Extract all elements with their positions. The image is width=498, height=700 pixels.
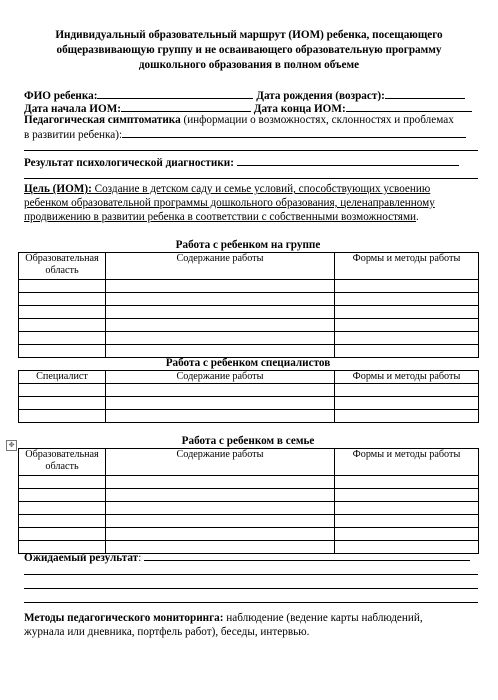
table-cell[interactable] <box>106 489 335 502</box>
table-cell[interactable] <box>106 384 335 397</box>
table-row <box>19 306 479 319</box>
header-cell: Формы и методы работы <box>335 449 479 476</box>
specialists-work-table <box>18 370 479 423</box>
table-cell[interactable] <box>335 306 479 319</box>
table-row <box>19 345 479 358</box>
result-colon: : <box>138 552 142 564</box>
table-cell[interactable] <box>106 332 335 345</box>
psych-blank[interactable] <box>237 155 459 166</box>
family-work-table <box>18 448 479 554</box>
table-row <box>19 332 479 345</box>
fio-label: ФИО ребенка: <box>24 90 98 102</box>
ped-label: Педагогическая симптоматика <box>24 114 181 126</box>
table-row <box>19 397 479 410</box>
table-cell[interactable] <box>335 332 479 345</box>
table-row <box>19 476 479 489</box>
table-cell[interactable] <box>19 332 106 345</box>
psych-label: Результат психологической диагностики: <box>24 157 234 169</box>
table-cell[interactable] <box>335 489 479 502</box>
monitoring-text: журнала или дневника, портфель работ), беседы, интервью. <box>24 626 310 638</box>
section-title-family: Работа с ребенком в семье <box>181 435 315 447</box>
table-cell[interactable] <box>106 280 335 293</box>
table-cell[interactable] <box>106 528 335 541</box>
header-cell: Содержание работы <box>106 253 335 280</box>
section-title-specialists: Работа с ребенком специалистов <box>165 357 331 369</box>
table-cell[interactable] <box>19 476 106 489</box>
title-line: дошкольного образования в полном объеме <box>138 59 360 71</box>
goal-label: Цель (ИОМ): <box>24 183 92 195</box>
header-cell: Формы и методы работы <box>335 253 479 280</box>
result-blank-line[interactable] <box>24 574 478 575</box>
ped-row <box>24 114 478 127</box>
start-label: Дата начала ИОМ: <box>24 103 121 115</box>
monitoring-row-2 <box>24 626 478 639</box>
table-cell[interactable] <box>106 319 335 332</box>
table-cell[interactable] <box>106 306 335 319</box>
table-row <box>19 384 479 397</box>
document-title <box>20 28 478 73</box>
table-cell[interactable] <box>335 515 479 528</box>
table-cell[interactable] <box>335 410 479 423</box>
ped-blank[interactable] <box>122 127 466 138</box>
table-cell[interactable] <box>106 502 335 515</box>
table-cell[interactable] <box>19 397 106 410</box>
table-cell[interactable] <box>335 293 479 306</box>
table-cell[interactable] <box>335 528 479 541</box>
table-cell[interactable] <box>19 528 106 541</box>
ped-hint: (информации о возможностях, склонностях и проблемах <box>180 114 454 126</box>
header-cell: Специалист <box>19 371 106 384</box>
psych-row <box>24 155 478 170</box>
header-cell: Содержание работы <box>106 371 335 384</box>
table-header-row <box>19 253 479 280</box>
goal-text: ребенком образовательной программы дошкольного образования, целенаправленному <box>24 197 435 209</box>
start-blank[interactable] <box>121 101 251 112</box>
header-cell: Формы и методы работы <box>335 371 479 384</box>
ped-hint-2: в развитии ребенка): <box>24 129 123 141</box>
table-header-row <box>19 449 479 476</box>
result-blank-line[interactable] <box>24 588 478 589</box>
group-work-table <box>18 252 479 358</box>
goal-row <box>24 183 478 196</box>
goal-text: Создание в детском саду и семье условий, способствующих усвоению <box>91 183 431 195</box>
table-cell[interactable] <box>19 345 106 358</box>
ped-row-2 <box>24 127 478 142</box>
table-header-row <box>19 371 479 384</box>
end-label: Дата конца ИОМ: <box>253 103 346 115</box>
goal-text: продвижению в развитии ребенка в соответствии с собственными возможностями <box>24 211 417 223</box>
table-row <box>19 293 479 306</box>
goal-row-2 <box>24 197 478 210</box>
table-cell[interactable] <box>106 476 335 489</box>
table-row <box>19 528 479 541</box>
table-cell[interactable] <box>335 345 479 358</box>
table-row <box>19 489 479 502</box>
table-cell[interactable] <box>19 319 106 332</box>
title-line: Индивидуальный образовательный маршрут (ИОМ) ребенка, посещающего <box>55 29 443 41</box>
header-cell: Образовательная область <box>19 449 106 476</box>
table-row <box>19 319 479 332</box>
title-line: общеразвивающую группу и не осваивающего образовательную программу <box>56 44 442 56</box>
table-cell[interactable] <box>106 515 335 528</box>
ped-blank-line[interactable] <box>24 150 478 151</box>
goal-end: . <box>416 211 419 223</box>
monitoring-label: Методы педагогического мониторинга: <box>24 612 224 624</box>
table-row <box>19 515 479 528</box>
table-cell[interactable] <box>19 293 106 306</box>
result-blank-line[interactable] <box>24 602 478 603</box>
result-label: Ожидаемый результат <box>24 552 139 564</box>
table-cell[interactable] <box>106 410 335 423</box>
table-cell[interactable] <box>19 280 106 293</box>
result-row <box>24 550 478 565</box>
move-handle-icon[interactable]: ✥ <box>6 440 17 451</box>
table-cell[interactable] <box>106 397 335 410</box>
table-cell[interactable] <box>106 345 335 358</box>
table-cell[interactable] <box>335 384 479 397</box>
monitoring-text: наблюдение (ведение карты наблюдений, <box>223 612 423 624</box>
birth-label: Дата рождения (возраст): <box>256 90 385 102</box>
table-cell[interactable] <box>19 306 106 319</box>
table-cell[interactable] <box>335 502 479 515</box>
table-cell[interactable] <box>335 397 479 410</box>
header-cell: Содержание работы <box>106 449 335 476</box>
section-title-group: Работа с ребенком на группе <box>175 239 321 251</box>
birth-blank[interactable] <box>385 88 465 99</box>
table-cell[interactable] <box>19 489 106 502</box>
table-cell[interactable] <box>19 502 106 515</box>
monitoring-row <box>24 612 478 625</box>
table-row <box>19 410 479 423</box>
table-row <box>19 502 479 515</box>
table-cell[interactable] <box>106 293 335 306</box>
end-blank[interactable] <box>346 101 472 112</box>
table-cell[interactable] <box>19 515 106 528</box>
fio-blank[interactable] <box>97 88 253 99</box>
table-cell[interactable] <box>335 280 479 293</box>
table-row <box>19 280 479 293</box>
header-cell: Образовательная область <box>19 253 106 280</box>
result-blank[interactable] <box>144 550 470 561</box>
table-cell[interactable] <box>335 319 479 332</box>
table-cell[interactable] <box>19 410 106 423</box>
goal-row-3 <box>24 211 478 224</box>
table-cell[interactable] <box>19 384 106 397</box>
psych-blank-line[interactable] <box>24 178 478 179</box>
table-cell[interactable] <box>335 476 479 489</box>
